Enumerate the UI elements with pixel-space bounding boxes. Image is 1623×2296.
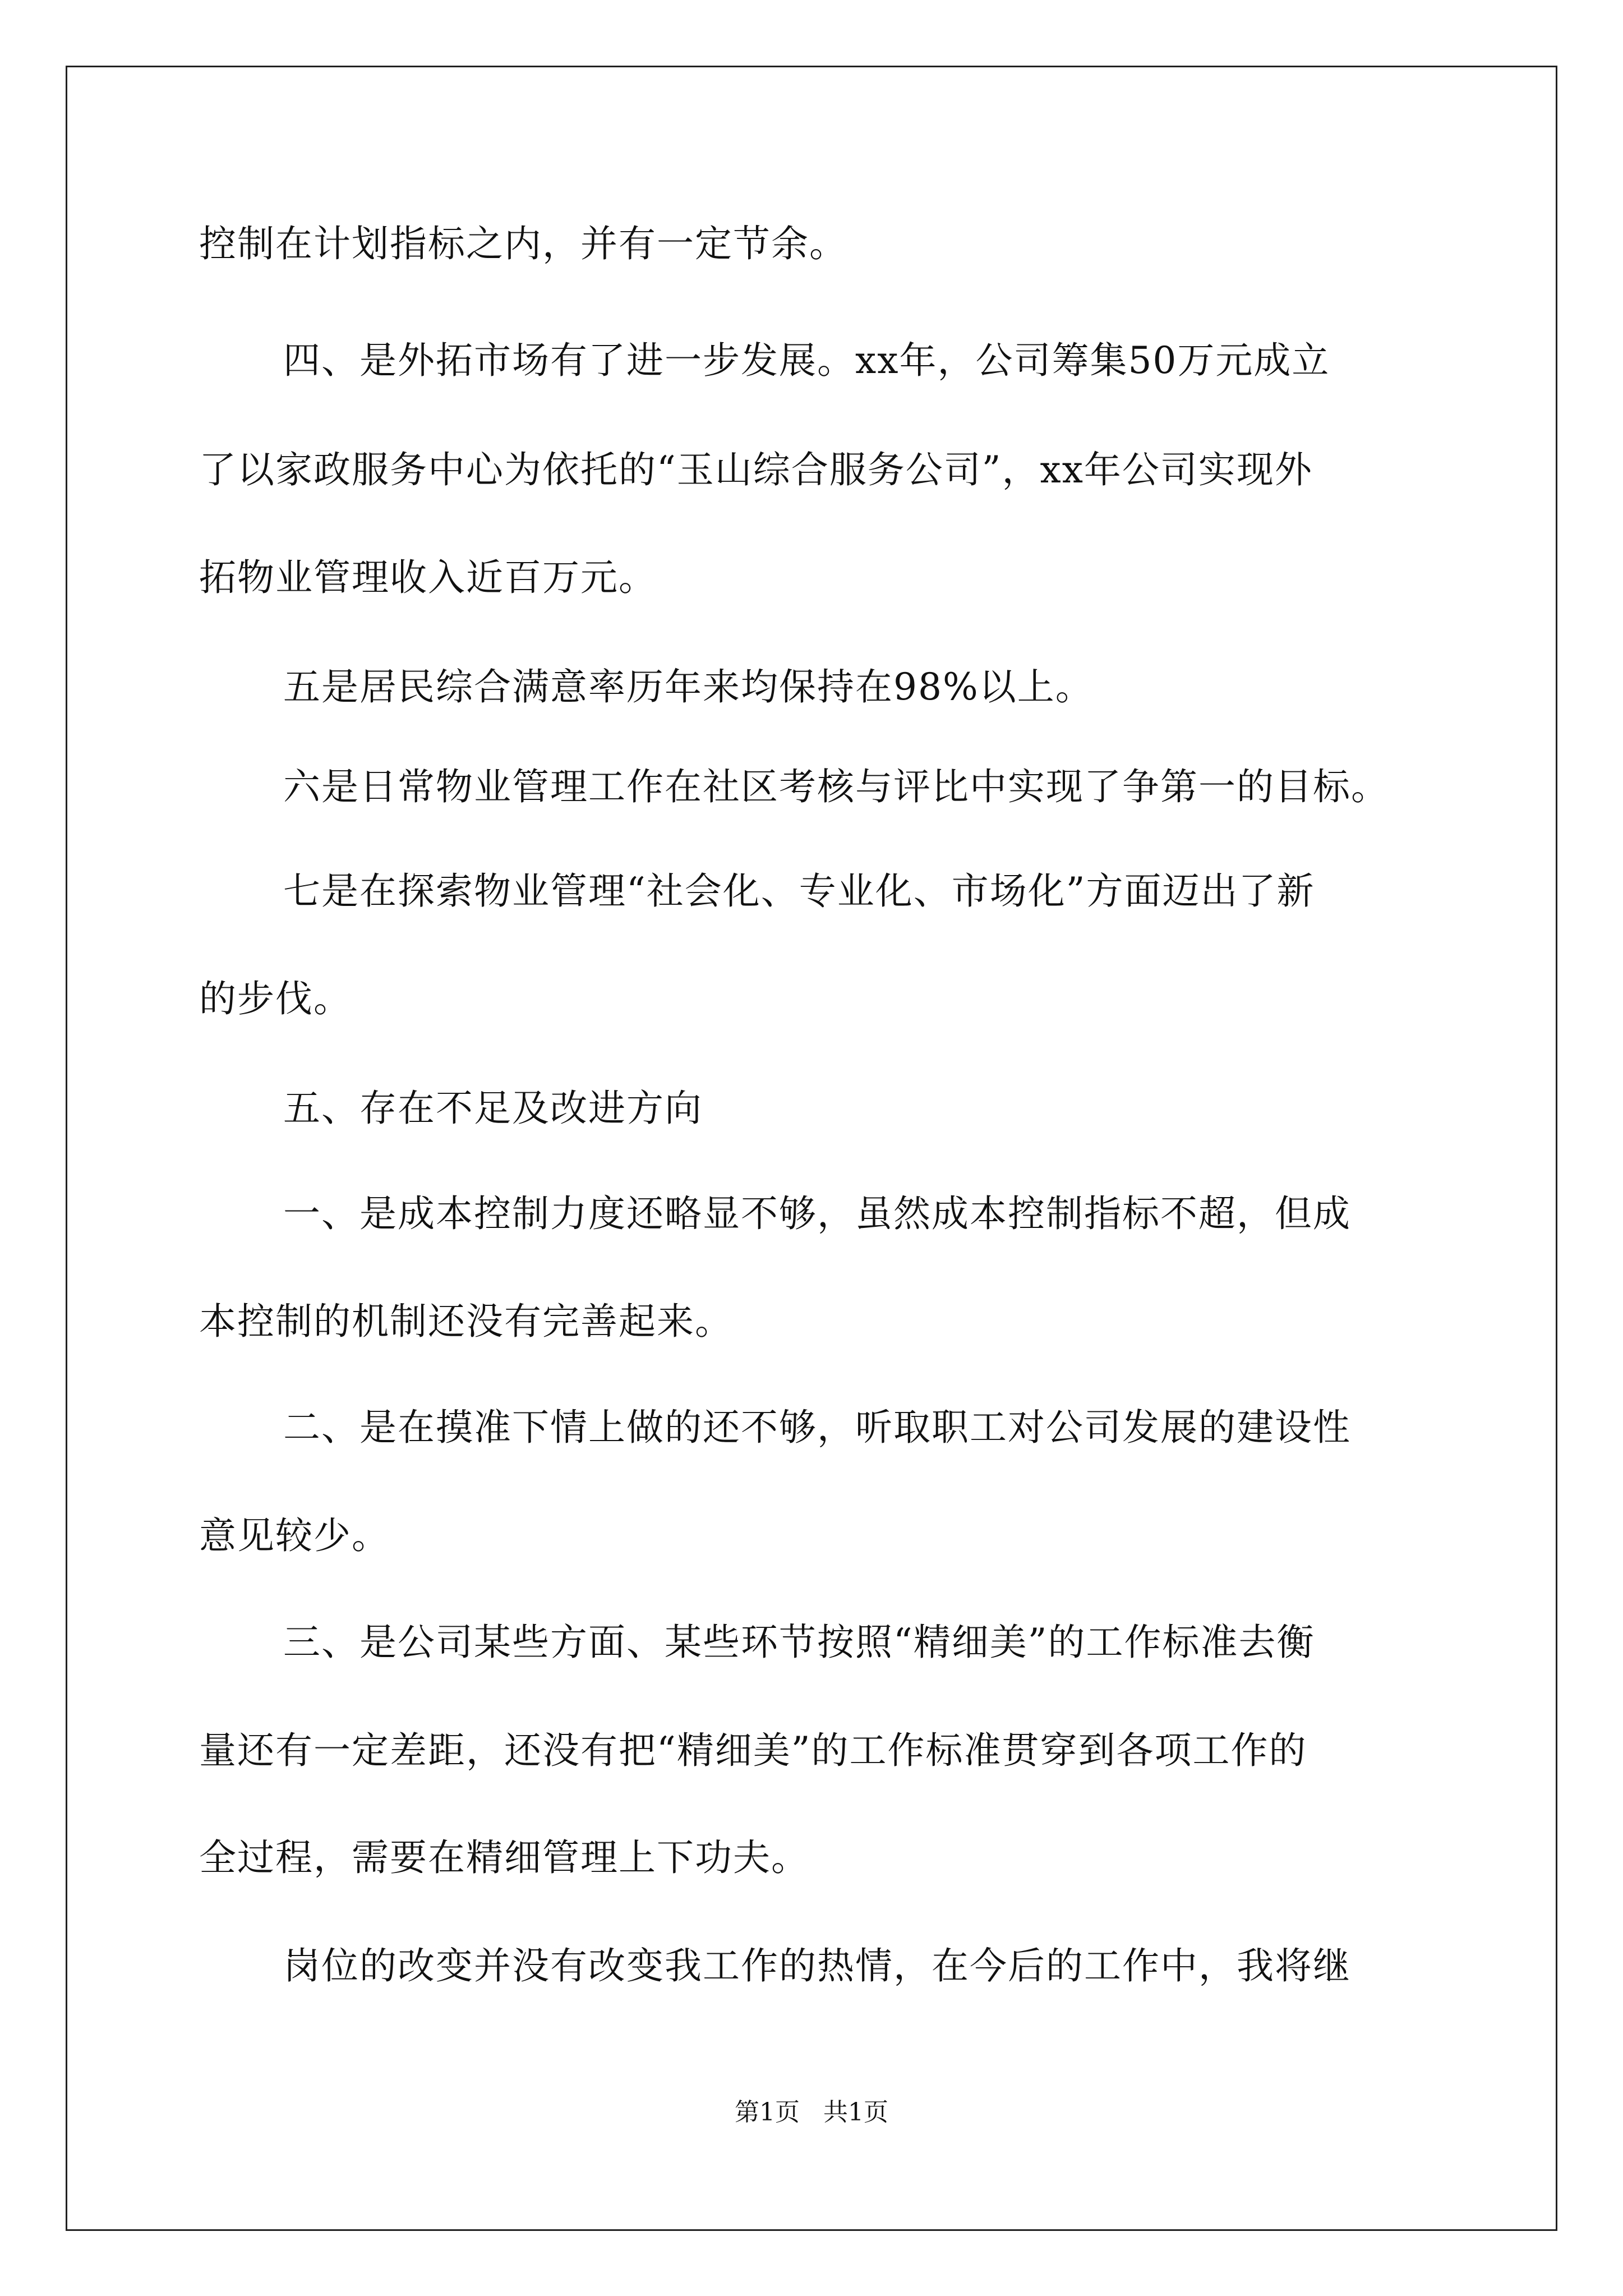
text-line: 拓物业管理收入近百万元。	[199, 556, 657, 599]
page-border	[66, 66, 1557, 2231]
text-line: 控制在计划指标之内，并有一定节余。	[199, 222, 847, 265]
text-line: 一、是成本控制力度还略显不够，虽然成本控制指标不超，但成	[283, 1192, 1351, 1235]
text-line: 的步伐。	[199, 977, 352, 1020]
text-line: 了以家政服务中心为依托的“玉山综合服务公司”，xx年公司实现外	[199, 448, 1313, 491]
section-heading: 五、存在不足及改进方向	[283, 1087, 703, 1130]
text-line: 全过程，需要在精细管理上下功夫。	[199, 1836, 809, 1879]
text-line: 二、是在摸准下情上做的还不够，听取职工对公司发展的建设性	[283, 1406, 1351, 1449]
text-line: 意见较少。	[199, 1514, 390, 1557]
text-line: 三、是公司某些方面、某些环节按照“精细美”的工作标准去衡	[283, 1621, 1315, 1664]
text-line: 本控制的机制还没有完善起来。	[199, 1300, 733, 1343]
text-line: 六是日常物业管理工作在社区考核与评比中实现了争第一的目标。	[283, 765, 1389, 808]
text-line: 五是居民综合满意率历年来均保持在98%以上。	[283, 665, 1094, 708]
text-line: 四、是外拓市场有了进一步发展。xx年，公司筹集50万元成立	[283, 339, 1330, 382]
text-line: 七是在探索物业管理“社会化、专业化、市场化”方面迈出了新	[283, 869, 1315, 913]
text-line: 岗位的改变并没有改变我工作的热情，在今后的工作中，我将继	[283, 1944, 1351, 1987]
text-line: 量还有一定差距，还没有把“精细美”的工作标准贯穿到各项工作的	[199, 1729, 1307, 1772]
page-footer: 第1页 共1页	[735, 2098, 888, 2127]
